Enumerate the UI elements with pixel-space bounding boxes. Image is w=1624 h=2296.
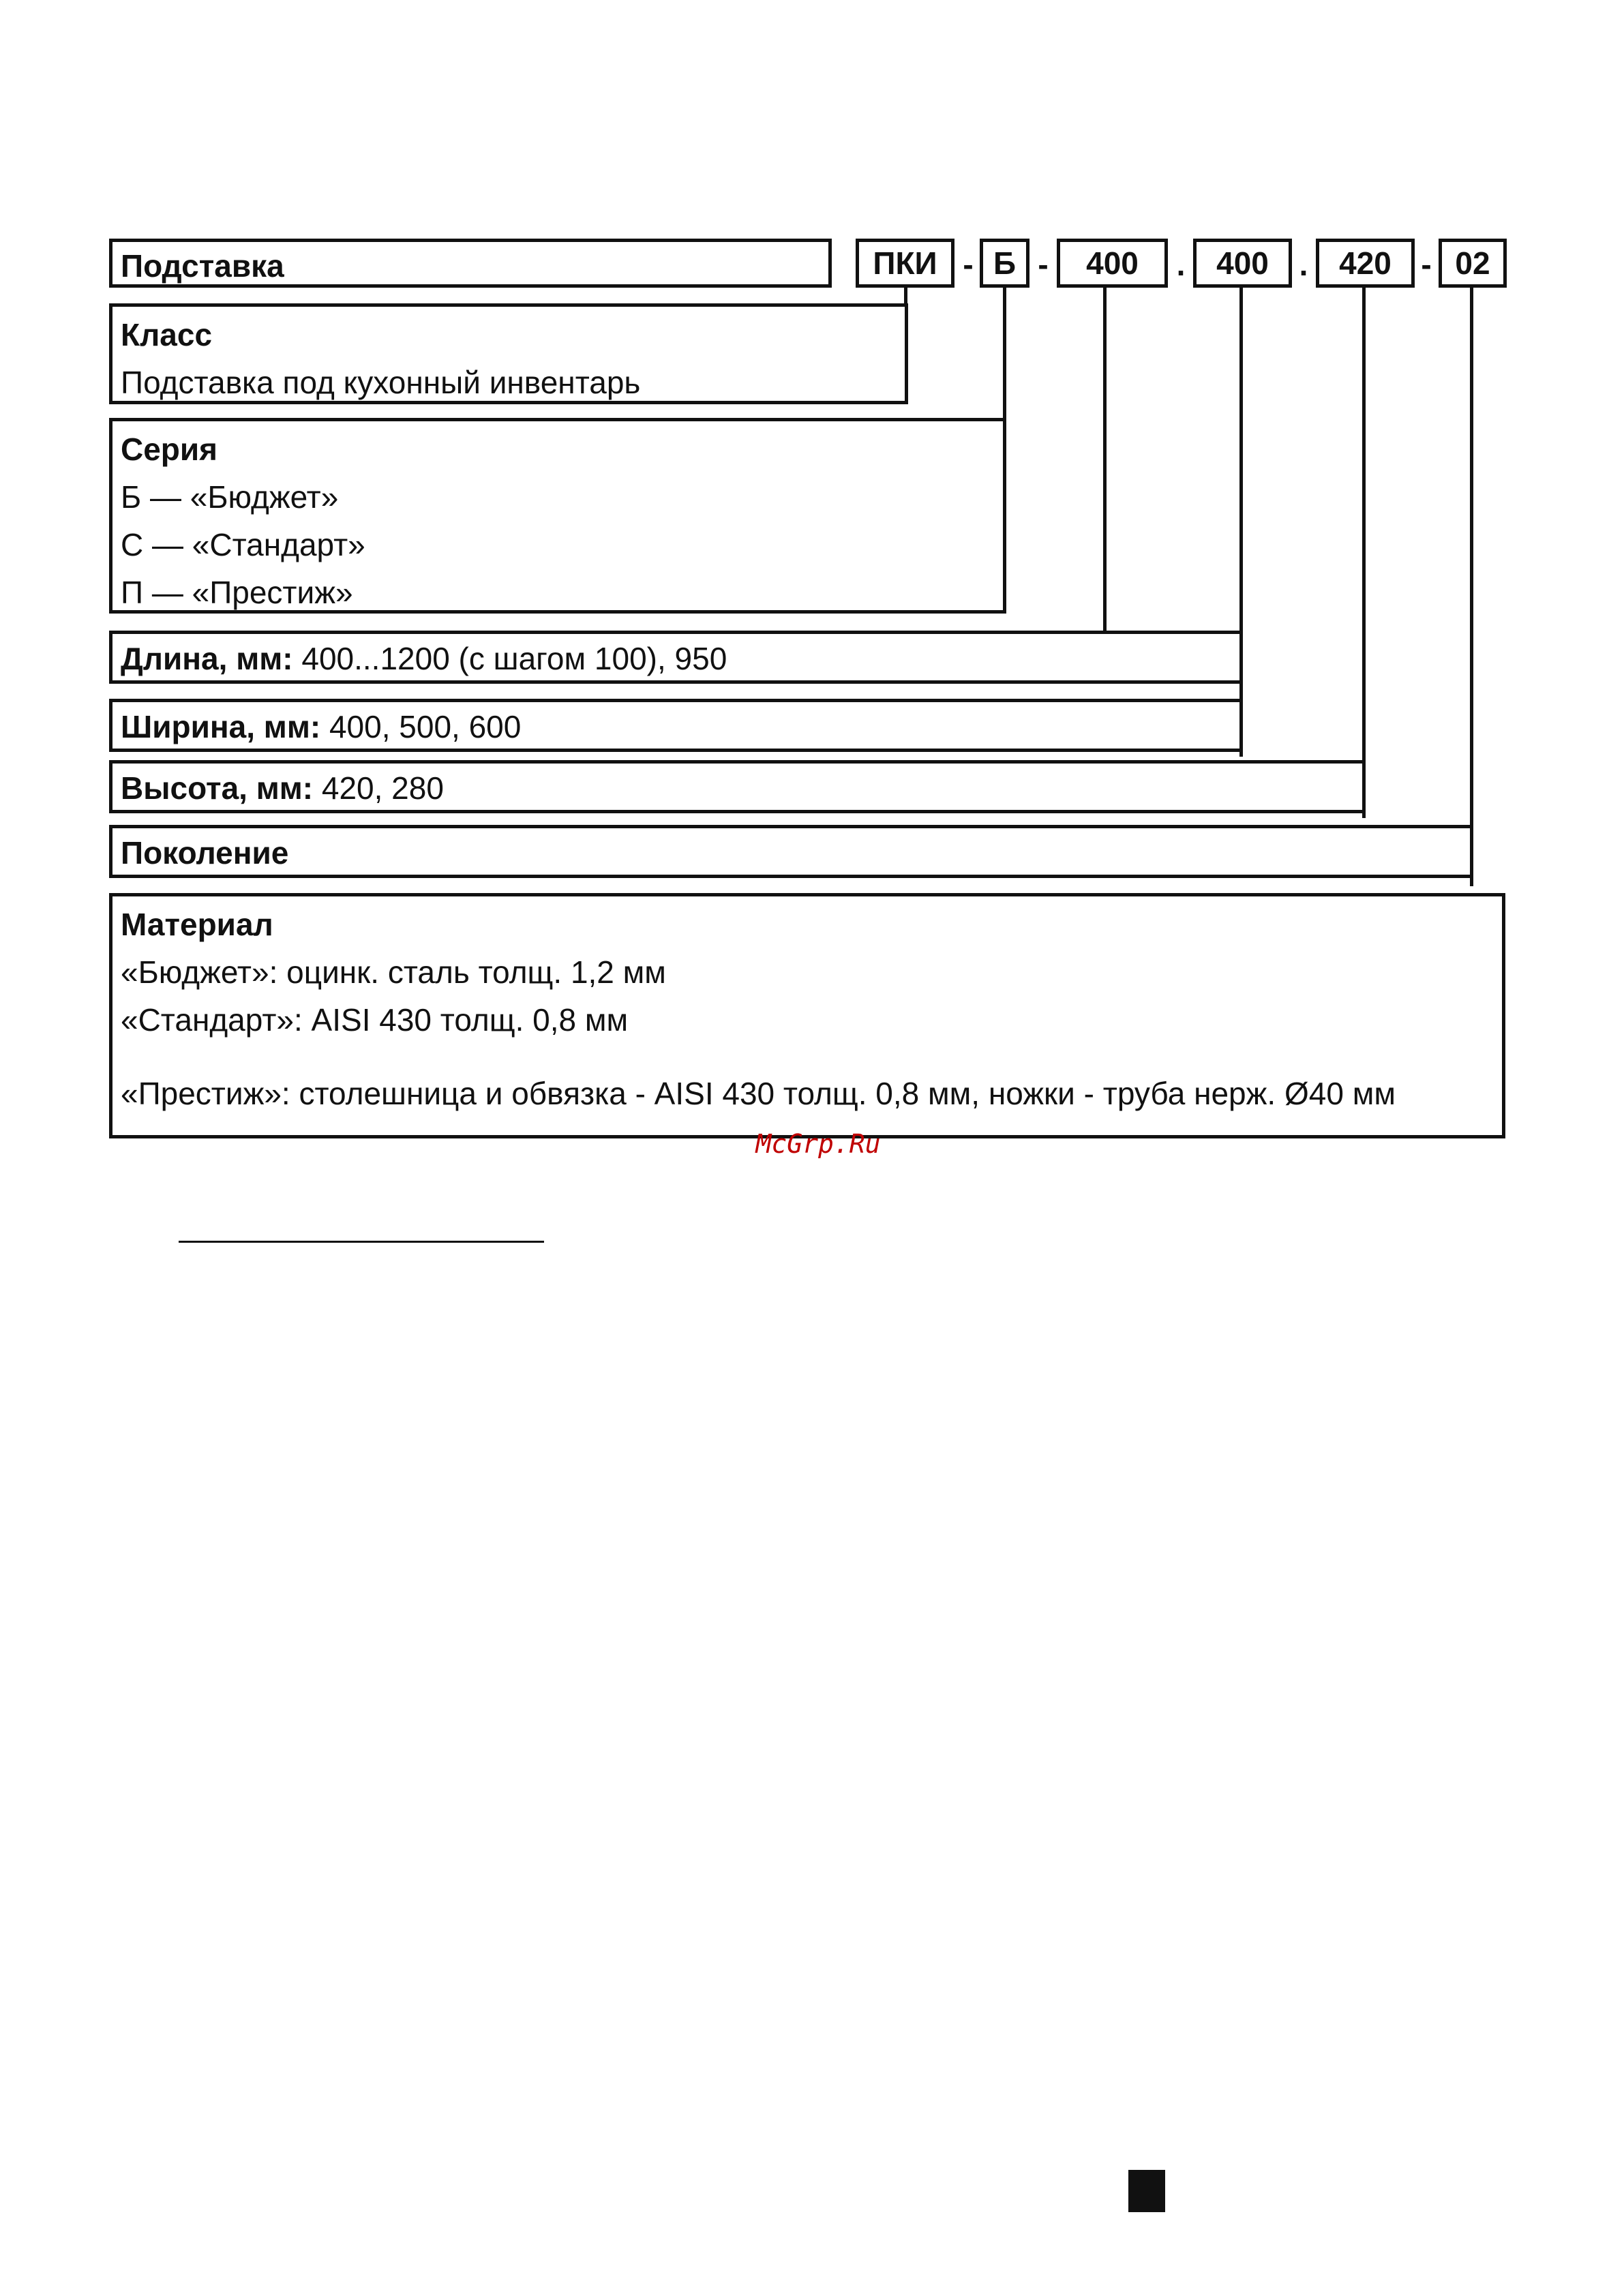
connector-line-height bbox=[1362, 286, 1366, 818]
product-label-box bbox=[109, 239, 832, 288]
material-budget: «Бюджет»: оцинк. сталь толщ. 1,2 мм bbox=[121, 954, 666, 990]
code-box-class bbox=[856, 239, 954, 288]
code-class: ПКИ bbox=[873, 245, 937, 281]
width-value: 400, 500, 600 bbox=[320, 709, 522, 744]
length-label: Длина, мм: bbox=[121, 641, 293, 676]
generation-title: Поколение bbox=[121, 835, 289, 871]
separator-4: . bbox=[1299, 247, 1308, 282]
code-box-generation bbox=[1439, 239, 1507, 288]
separator-5: - bbox=[1421, 247, 1432, 282]
width-box bbox=[109, 699, 1243, 752]
class-title: Класс bbox=[121, 317, 213, 352]
code-generation: 02 bbox=[1455, 245, 1490, 281]
class-description: Подставка под кухонный инвентарь bbox=[121, 365, 641, 400]
separator-2: - bbox=[1038, 247, 1049, 282]
material-standard: «Стандарт»: AISI 430 толщ. 0,8 мм bbox=[121, 1002, 629, 1038]
width-label: Ширина, мм: bbox=[121, 709, 321, 744]
page-mark bbox=[1128, 2170, 1165, 2212]
code-length: 400 bbox=[1086, 245, 1139, 281]
connector-line-width bbox=[1239, 286, 1243, 757]
code-box-series bbox=[980, 239, 1029, 288]
footnote-rule bbox=[179, 1241, 544, 1243]
code-box-height bbox=[1316, 239, 1415, 288]
generation-box bbox=[109, 825, 1473, 878]
code-box-length bbox=[1057, 239, 1168, 288]
material-prestige: «Престиж»: столешница и обвязка - AISI 430 толщ. 0,8 мм, ножки - труба нерж. Ø40 мм bbox=[121, 1076, 1396, 1111]
series-option-budget: Б — «Бюджет» bbox=[121, 479, 339, 515]
height-label: Высота, мм: bbox=[121, 770, 314, 806]
connector-line-series bbox=[1003, 286, 1006, 423]
code-width: 400 bbox=[1216, 245, 1269, 281]
separator-1: - bbox=[963, 247, 974, 282]
connector-line-generation bbox=[1470, 286, 1473, 886]
material-box bbox=[109, 893, 1505, 1138]
code-series: Б bbox=[993, 245, 1017, 281]
series-box bbox=[109, 418, 1006, 614]
separator-3: . bbox=[1176, 247, 1186, 282]
height-box bbox=[109, 760, 1366, 813]
series-option-prestige: П — «Престиж» bbox=[121, 575, 353, 610]
series-option-standard: С — «Стандарт» bbox=[121, 527, 365, 562]
connector-line-length bbox=[1103, 286, 1107, 634]
height-value: 420, 280 bbox=[313, 770, 444, 806]
series-title: Серия bbox=[121, 432, 218, 467]
code-box-width bbox=[1193, 239, 1292, 288]
class-box bbox=[109, 303, 908, 404]
watermark: McGrp.Ru bbox=[755, 1129, 881, 1159]
product-label: Подставка bbox=[121, 248, 284, 284]
length-box bbox=[109, 631, 1243, 684]
length-value: 400...1200 (с шагом 100), 950 bbox=[292, 641, 727, 676]
code-height: 420 bbox=[1339, 245, 1392, 281]
material-title: Материал bbox=[121, 907, 273, 942]
